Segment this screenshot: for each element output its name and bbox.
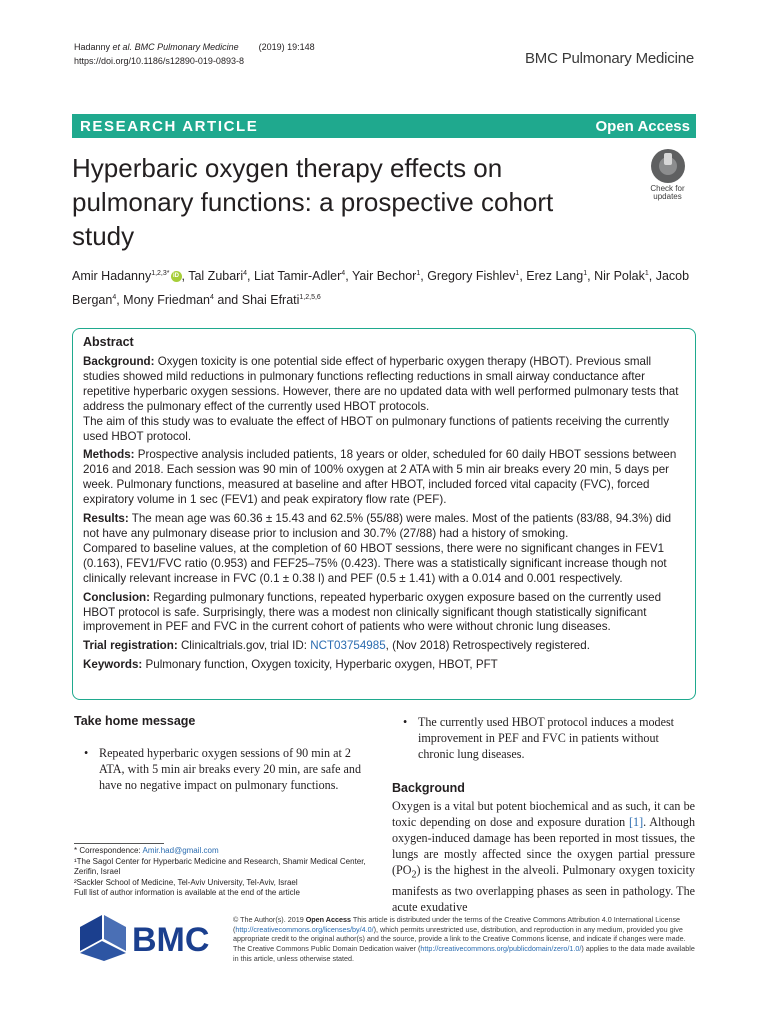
background-heading: Background [392, 781, 465, 795]
trial-id-link[interactable]: NCT03754985 [310, 639, 386, 653]
citation-line: Hadanny et al. BMC Pulmonary Medicine (2019) 19:148 [74, 42, 315, 52]
footnote-divider [74, 843, 164, 844]
email-link[interactable]: Amir.had@gmail.com [142, 846, 219, 855]
abstract-heading: Abstract [83, 335, 134, 349]
citation-link[interactable]: [1] [629, 815, 644, 829]
license-link[interactable]: http://creativecommons.org/licenses/by/4.0/ [235, 924, 374, 934]
citation-volume: (2019) 19:148 [258, 42, 315, 52]
abstract-trial-registration: Trial registration: Clinicaltrials.gov, trial ID: NCT03754985, (Nov 2018) Retrospectively registered. [83, 639, 590, 653]
author-affiliation: 1 [416, 270, 421, 277]
waiver-link[interactable]: http://creativecommons.org/publicdomain/zero/1.0/ [420, 944, 582, 954]
check-updates-icon [651, 149, 685, 183]
author-affiliation: 4 [243, 270, 248, 277]
author-name[interactable]: Yair Bechor [351, 269, 417, 284]
abstract-background: Background: Oxygen toxicity is one potential side effect of hyperbaric oxygen therapy (HBOT). Previous small studies showed mild reductions in pulmonary functions reflecting reductions in small airway conductance after repetitive hyperbaric oxygen sessions. However, there are no updated data with well performed pulmonary tests that address the pulmonary effect of the currently used HBOT protocols. The aim of this study was to evaluate the effect of HBOT on pulmonary functions of patients receiving the currently used HBOT protocol. [83, 355, 679, 443]
affiliation-2: ²Sackler School of Medicine, Tel-Aviv University, Tel-Aviv, Israel [74, 877, 298, 887]
list-item: • The currently used HBOT protocol induces a modest improvement in PEF and FVC in patients without chronic lung diseases. [393, 714, 695, 762]
author-name[interactable]: Liat Tamir-Adler [253, 269, 342, 284]
abstract-results: Results: The mean age was 60.36 ± 15.43 and 62.5% (55/88) were males. Most of the patients (83/88, 94.3%) did not have any pulmonary disease prior to inclusion and 30.7% (27/88) had a history of smoking. Compared to baseline values, at the completion of 60 HBOT sessions, there were no significant changes in FEV1 (0.163), FEV1/FVC ratio (0.953) and FEF25–75% (0.423). There was a statistically significant increase though not clinically relevant increase in FVC (0.1 ± 0.38 l) and PEF (0.5 ± 1.41) with a 0.014 and 0.001 respectively. [83, 512, 672, 585]
author-affiliation: 1,2,5,6 [299, 294, 321, 302]
bmc-logo-text: BMC [132, 921, 210, 959]
abstract-methods: Methods: Prospective analysis included patients, 18 years or older, scheduled for 60 daily HBOT sessions between 2016 and 2018. Each session was 90 min of 100% oxygen at 2 ATA with 5 min air breaks every 20 min, 5 days per week. Pulmonary functions, measured at baseline and after HBOT, included forced vital capacity (FVC), forced expiratory volume in 1 sec (FEV1) and peak expiratory flow rate (PEF). [83, 448, 677, 507]
author-affiliation: 1 [644, 270, 649, 277]
author-affiliation: 4 [210, 294, 214, 302]
take-home-heading: Take home message [74, 714, 196, 728]
running-header [74, 40, 315, 68]
journal-name: BMC Pulmonary Medicine [525, 50, 694, 67]
article-title: Hyperbaric oxygen therapy effects on pulmonary functions: a prospective cohort study [72, 153, 554, 251]
doi-link[interactable]: https://doi.org/10.1186/s12890-019-0893-8 [74, 56, 244, 66]
author-affiliation: 4 [341, 270, 346, 277]
license-statement: © The Author(s). 2019 Open Access This article is distributed under the terms of the Creative Commons Attribution 4.0 International License (http://creativecommons.org/licenses/by/4.0/), which permits unrestricted use, distribution, and reproduction in any medium, provided you give appropriate credit to the original author(s) and the source, provide a link to the Creative Commons license, and indicate if changes were made. The Creative Commons Public Domain Dedication waiver (http://creativecommons.org/publicdomain/zero/1.0/) applies to the data made available in this article, unless otherwise stated. [233, 915, 695, 963]
open-access-label: Open Access [595, 117, 690, 135]
affiliation-1: ¹The Sagol Center for Hyperbaric Medicine and Research, Shamir Medical Center, Zerifin, Israel [74, 856, 366, 876]
orcid-icon[interactable]: iD [171, 271, 182, 282]
author-name[interactable]: Shai Efrati [241, 293, 300, 308]
author-list: Amir Hadanny$^{1,2,3*}$ iD , Tal Zubari$^4$, Liat Tamir-Adler$^4$, Yair Bechor$^1$, Gregory Fishlev$^1$, Erez Lang$^1$, Nir Polak$^1$, Jacob Bergan$^4$, Mony Friedman$^4$ and Shai Efrati$^{1,2,5,6}$ [72, 269, 690, 308]
take-home-list [74, 745, 370, 793]
author-name[interactable]: Erez Lang [526, 269, 584, 284]
author-affiliation: 1 [515, 270, 520, 277]
author-affiliation: 4 [112, 294, 117, 302]
list-item: • Repeated hyperbaric oxygen sessions of 90 min at 2 ATA, with 5 min air breaks every 20 min, are safe and have no negative impact on pulmonary functions. [74, 745, 370, 793]
author-info-note: Full list of author information is available at the end of the article [74, 888, 300, 897]
author-name[interactable]: Jacob Bergan [72, 269, 690, 308]
article-type-banner [72, 114, 696, 138]
abstract-keywords: Keywords: Pulmonary function, Oxygen toxicity, Hyperbaric oxygen, HBOT, PFT [83, 658, 498, 672]
author-affiliation: 1,2,3* [151, 270, 170, 277]
check-for-updates-badge[interactable]: Check for updates [641, 149, 694, 201]
footnotes [74, 846, 374, 899]
background-paragraph: Oxygen is a vital but potent biochemical and as such, it can be toxic depending on dose and exposure duration [1]. Although oxygen-induced damage has been reported in most tissues, the lungs are mostly affected since the oxygen partial pressure $(PO_2)$ is the highest in the alveoli. Pulmonary oxygen toxicity manifests as two overlapping phases as seen in pathology. The acute exudative [392, 799, 695, 915]
author-name[interactable]: Nir Polak [594, 269, 645, 284]
take-home-list-continued [393, 714, 695, 762]
abstract-conclusion: Conclusion: Regarding pulmonary functions, repeated hyperbaric oxygen exposure based on the currently used HBOT protocol is safe. Surprisingly, there was a modest non clinically significant though statistically significant improvement in PEF and FVC in the current cohort of patients who were without chronic lung diseases. [83, 590, 662, 634]
author-name[interactable]: Gregory Fishlev [427, 269, 516, 284]
author-name[interactable]: Amir Hadanny [72, 269, 152, 284]
citation-journal: BMC Pulmonary Medicine [134, 42, 239, 52]
correspondence: * Correspondence: Amir.had@gmail.com [74, 846, 219, 855]
author-affiliation: 1 [583, 270, 588, 277]
bmc-logo [78, 913, 218, 961]
author-name[interactable]: Tal Zubari [188, 269, 244, 284]
article-type: RESEARCH ARTICLE [80, 117, 259, 135]
abstract-box [72, 328, 696, 700]
author-name[interactable]: Mony Friedman [123, 293, 211, 308]
